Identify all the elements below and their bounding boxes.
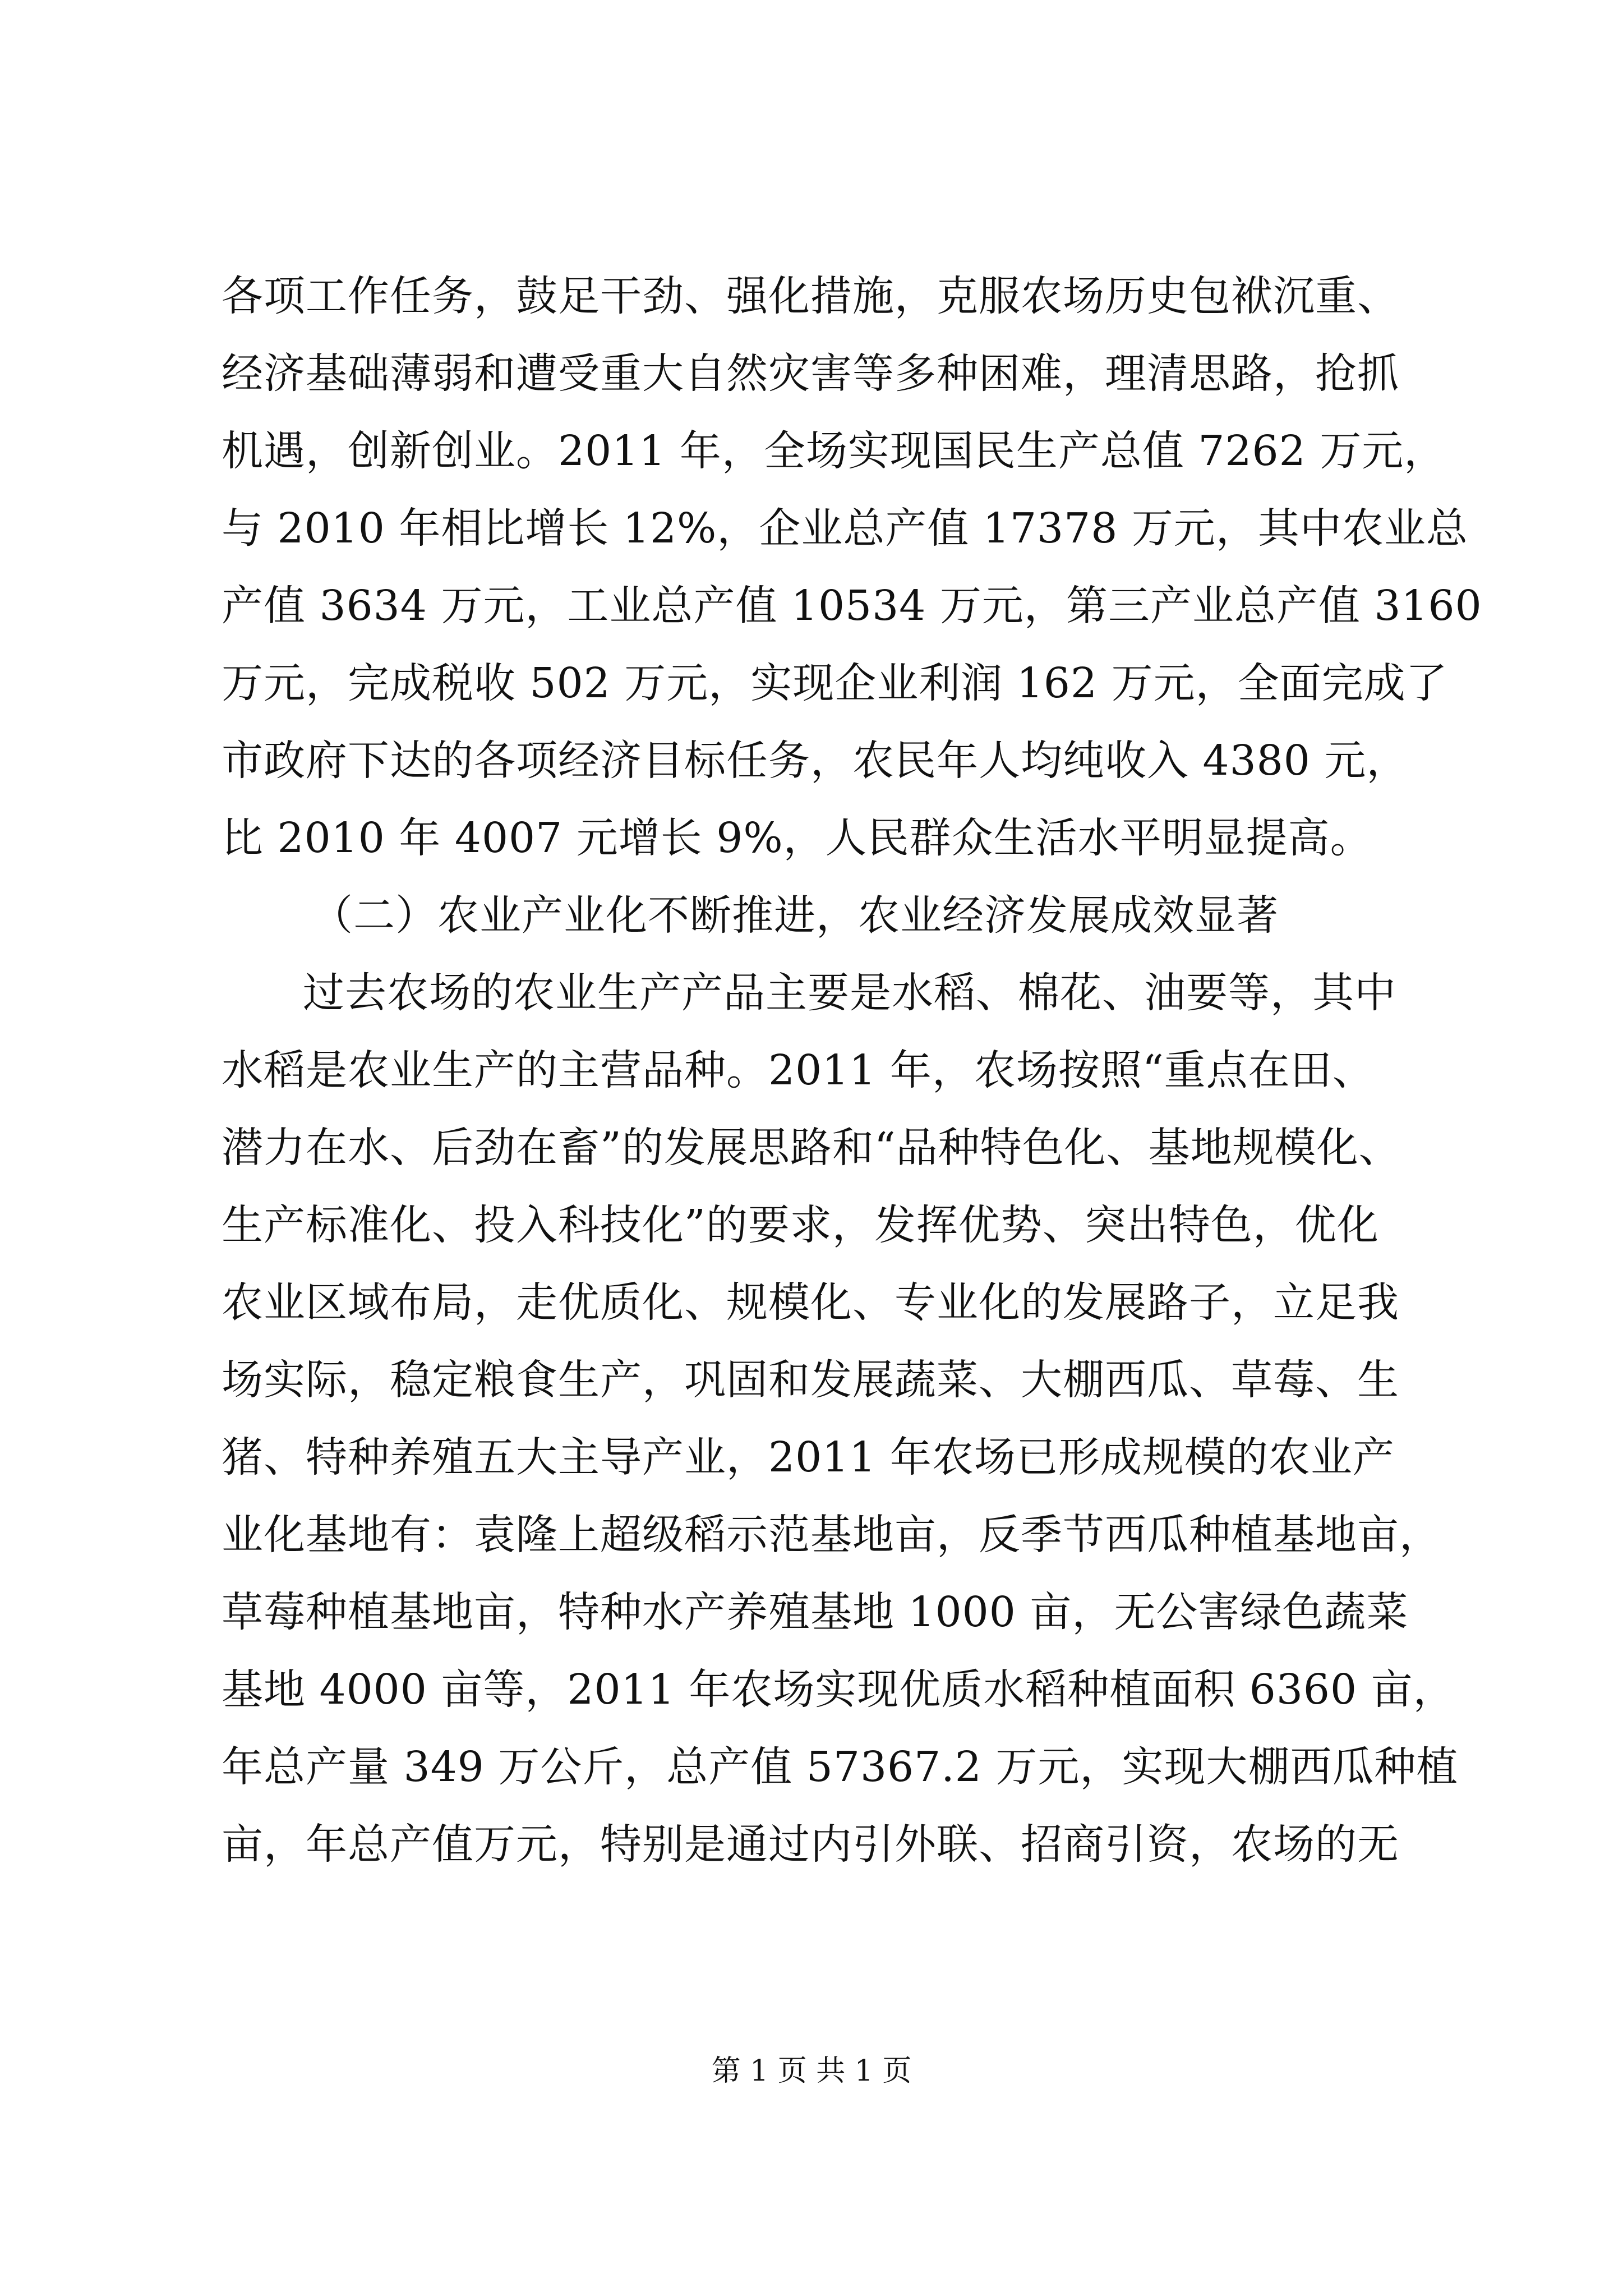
text-line: 市政府下达的各项经济目标任务，农民年人均纯收入 4380 元，: [222, 737, 1409, 785]
text-line: 水稻是农业生产的主营品种。2011 年，农场按照“重点在田、: [222, 1046, 1375, 1094]
page-number-footer: 第 1 页 共 1 页: [711, 2054, 912, 2088]
text-line: 猪、特种养殖五大主导产业，2011 年农场已形成规模的农业产: [222, 1433, 1395, 1481]
text-line: 各项工作任务，鼓足干劲、强化措施，克服农场历史包袱沉重、: [222, 272, 1399, 320]
text-line: 场实际，稳定粮食生产，巩固和发展蔬菜、大棚西瓜、草莓、生: [222, 1356, 1399, 1404]
text-line: 草莓种植基地亩，特种水产养殖基地 1000 亩，无公害绿色蔬菜: [222, 1588, 1409, 1636]
text-line: 与 2010 年相比增长 12%，企业总产值 17378 万元，其中农业总: [222, 504, 1468, 553]
text-line: 基地 4000 亩等，2011 年农场实现优质水稻种植面积 6360 亩，: [222, 1665, 1455, 1714]
text-line: 万元，完成税收 502 万元，实现企业利润 162 万元，全面完成了: [222, 659, 1448, 707]
text-line: 潜力在水、后劲在畜”的发展思路和“品种特色化、基地规模化、: [222, 1124, 1401, 1172]
text-line: 年总产量 349 万公斤，总产值 57367.2 万元，实现大棚西瓜种植: [222, 1743, 1459, 1791]
paragraph-first-line: 过去农场的农业生产产品主要是水稻、棉花、油要等，其中: [303, 969, 1396, 1017]
section-heading: （二）农业产业化不断推进，农业经济发展成效显著: [311, 891, 1279, 940]
text-line: 业化基地有：袁隆上超级稻示范基地亩，反季节西瓜种植基地亩，: [222, 1511, 1441, 1559]
text-line: 农业区域布局，走优质化、规模化、专业化的发展路子，立足我: [222, 1278, 1399, 1327]
text-line: 产值 3634 万元，工业总产值 10534 万元，第三产业总产值 3160: [222, 582, 1482, 630]
text-line: 比 2010 年 4007 元增长 9%，人民群众生活水平明显提高。: [222, 814, 1372, 862]
text-line: 经济基础薄弱和遭受重大自然灾害等多种困难，理清思路，抢抓: [222, 349, 1399, 398]
text-line: 亩，年总产值万元，特别是通过内引外联、招商引资，农场的无: [222, 1820, 1399, 1869]
text-line: 机遇，创新创业。2011 年，全场实现国民生产总值 7262 万元，: [222, 427, 1446, 475]
text-line: 生产标准化、投入科技化”的要求，发挥优势、突出特色，优化: [222, 1201, 1379, 1249]
